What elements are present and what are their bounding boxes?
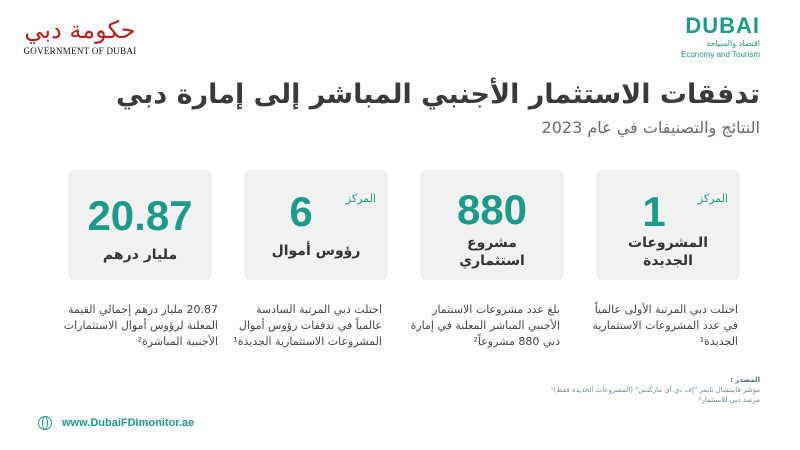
dubai-logo-word: DUBAI — [685, 13, 760, 38]
stat-label — [602, 234, 734, 270]
stat-label-line2: الجديدة — [643, 253, 693, 269]
stat-label-line2: استثماري — [459, 253, 525, 269]
source-line-1: مؤشر فايننشال تايمز "إف دي آي ماركتس" (المشروعات الجديدة فقط)¹ — [550, 386, 760, 394]
source-line-2: مرصد دبي للاستثمار² — [698, 396, 760, 404]
gov-logo-text: GOVERNMENT OF DUBAI — [23, 46, 137, 56]
stat-description-projects-count: بلغ عدد مشروعات الاستثمار الأجنبي المباشر المعلنة في إمارة دبي 880 مشروعاً² — [410, 303, 560, 348]
gov-logo-script: حكومة دبي — [24, 16, 136, 44]
stat-value: 20.87 — [87, 192, 193, 239]
rank-label: المركز — [345, 192, 376, 205]
page-subtitle: النتائج والتصنيفات في عام 2023 — [541, 118, 760, 137]
stat-card-capital-rank — [244, 170, 388, 280]
website-link[interactable] — [38, 416, 194, 430]
website-url[interactable]: www.DubaiFDImonitor.ae — [62, 417, 195, 429]
stat-label — [426, 234, 558, 270]
government-of-dubai-logo — [20, 16, 140, 56]
stat-value: 880 — [456, 186, 528, 233]
stat-label: رؤوس أموال — [271, 243, 361, 259]
dubai-economy-tourism-logo — [670, 14, 760, 60]
stat-card-new-projects — [596, 170, 740, 280]
source-heading: المصدر : — [730, 376, 760, 384]
stat-description-capital-value: 20.87 مليار درهم إجمالي القيمة المعلنة لرؤوس أموال الاستثمارات الأجنبية المباشرة² — [63, 303, 218, 348]
rank-label: المركز — [697, 192, 728, 205]
stat-value: 6 — [289, 188, 313, 235]
title-block — [60, 78, 760, 137]
page-title: تدفقات الاستثمار الأجنبي المباشر إلى إمارة دبي — [115, 79, 760, 110]
stat-card-capital-value — [68, 170, 212, 280]
stat-value: 1 — [642, 188, 666, 235]
stat-label-line1: المشروعات — [628, 235, 708, 251]
stat-description-new-projects: احتلت دبي المرتبة الأولى عالمياً في عدد المشروعات الاستثمارية الجديدة¹ — [592, 303, 738, 348]
stat-label-line1: مشروع — [467, 235, 517, 251]
source-notes — [460, 375, 760, 405]
stat-description-capital-rank: احتلت دبي المرتبة السادسة عالمياً في تدفقات رؤوس أموال المشروعات الاستثمارية الجديدة¹ — [233, 303, 382, 348]
globe-icon — [38, 416, 52, 430]
stat-cards — [68, 170, 740, 280]
stat-label: مليار درهم — [102, 247, 178, 263]
stat-card-projects-count — [420, 170, 564, 280]
dubai-logo-arabic: اقتصاد والسياحة — [706, 39, 760, 48]
dubai-logo-english: Economy and Tourism — [681, 50, 760, 59]
